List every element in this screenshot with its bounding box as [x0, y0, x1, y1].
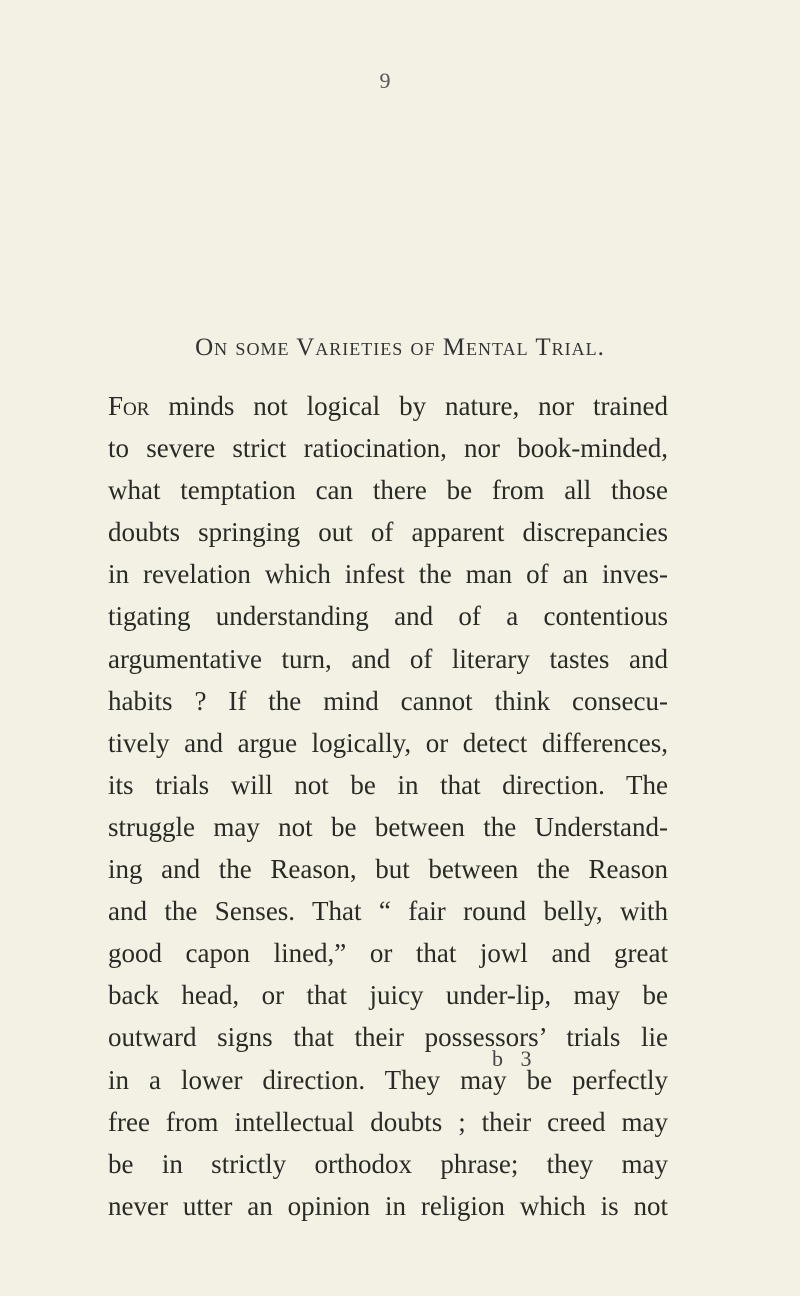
text-line: to severe strict ratiocination, nor book-minded,	[108, 433, 668, 464]
text-line: in a lower direction. They may be perfectly	[108, 1064, 668, 1095]
text-line: be in strictly orthodox phrase; they may	[108, 1148, 668, 1179]
text-line-1	[108, 385, 668, 427]
text-line: never utter an opinion in religion which is not	[108, 1190, 668, 1221]
lead-word: For	[108, 391, 150, 421]
text-line: back head, or that juicy under-lip, may be	[108, 980, 668, 1011]
text-line: doubts springing out of apparent discrepancies	[108, 517, 668, 548]
text-line: and the Senses. That “ fair round belly, with	[108, 896, 668, 927]
text-line: tively and argue logically, or detect differences,	[108, 727, 668, 758]
text-line: tigating understanding and of a contentious	[108, 601, 668, 632]
text-line: its trials will not be in that direction. The	[108, 769, 668, 800]
text-line: ing and the Reason, but between the Reason	[108, 854, 668, 885]
text-line: habits ? If the mind cannot think consecu-	[108, 685, 668, 716]
chapter-heading	[120, 334, 680, 362]
body-text	[108, 385, 668, 1227]
text-line: outward signs that their possessors’ trials lie	[108, 1022, 668, 1053]
text-line: in revelation which infest the man of an inves-	[108, 559, 668, 590]
signature-mark: b 3	[492, 1046, 538, 1071]
text-line: struggle may not be between the Understand-	[108, 811, 668, 842]
chapter-heading-text: On some Varieties of Mental Trial.	[195, 334, 605, 361]
text-line: good capon lined,” or that jowl and great	[108, 938, 668, 969]
text-line: what temptation can there be from all those	[108, 475, 668, 506]
text-line: free from intellectual doubts ; their creed may	[108, 1106, 668, 1137]
page-number: 9	[379, 68, 391, 93]
first-line-rest: minds not logical by nature, nor trained	[149, 391, 668, 421]
text-line: argumentative turn, and of literary tastes and	[108, 643, 668, 674]
